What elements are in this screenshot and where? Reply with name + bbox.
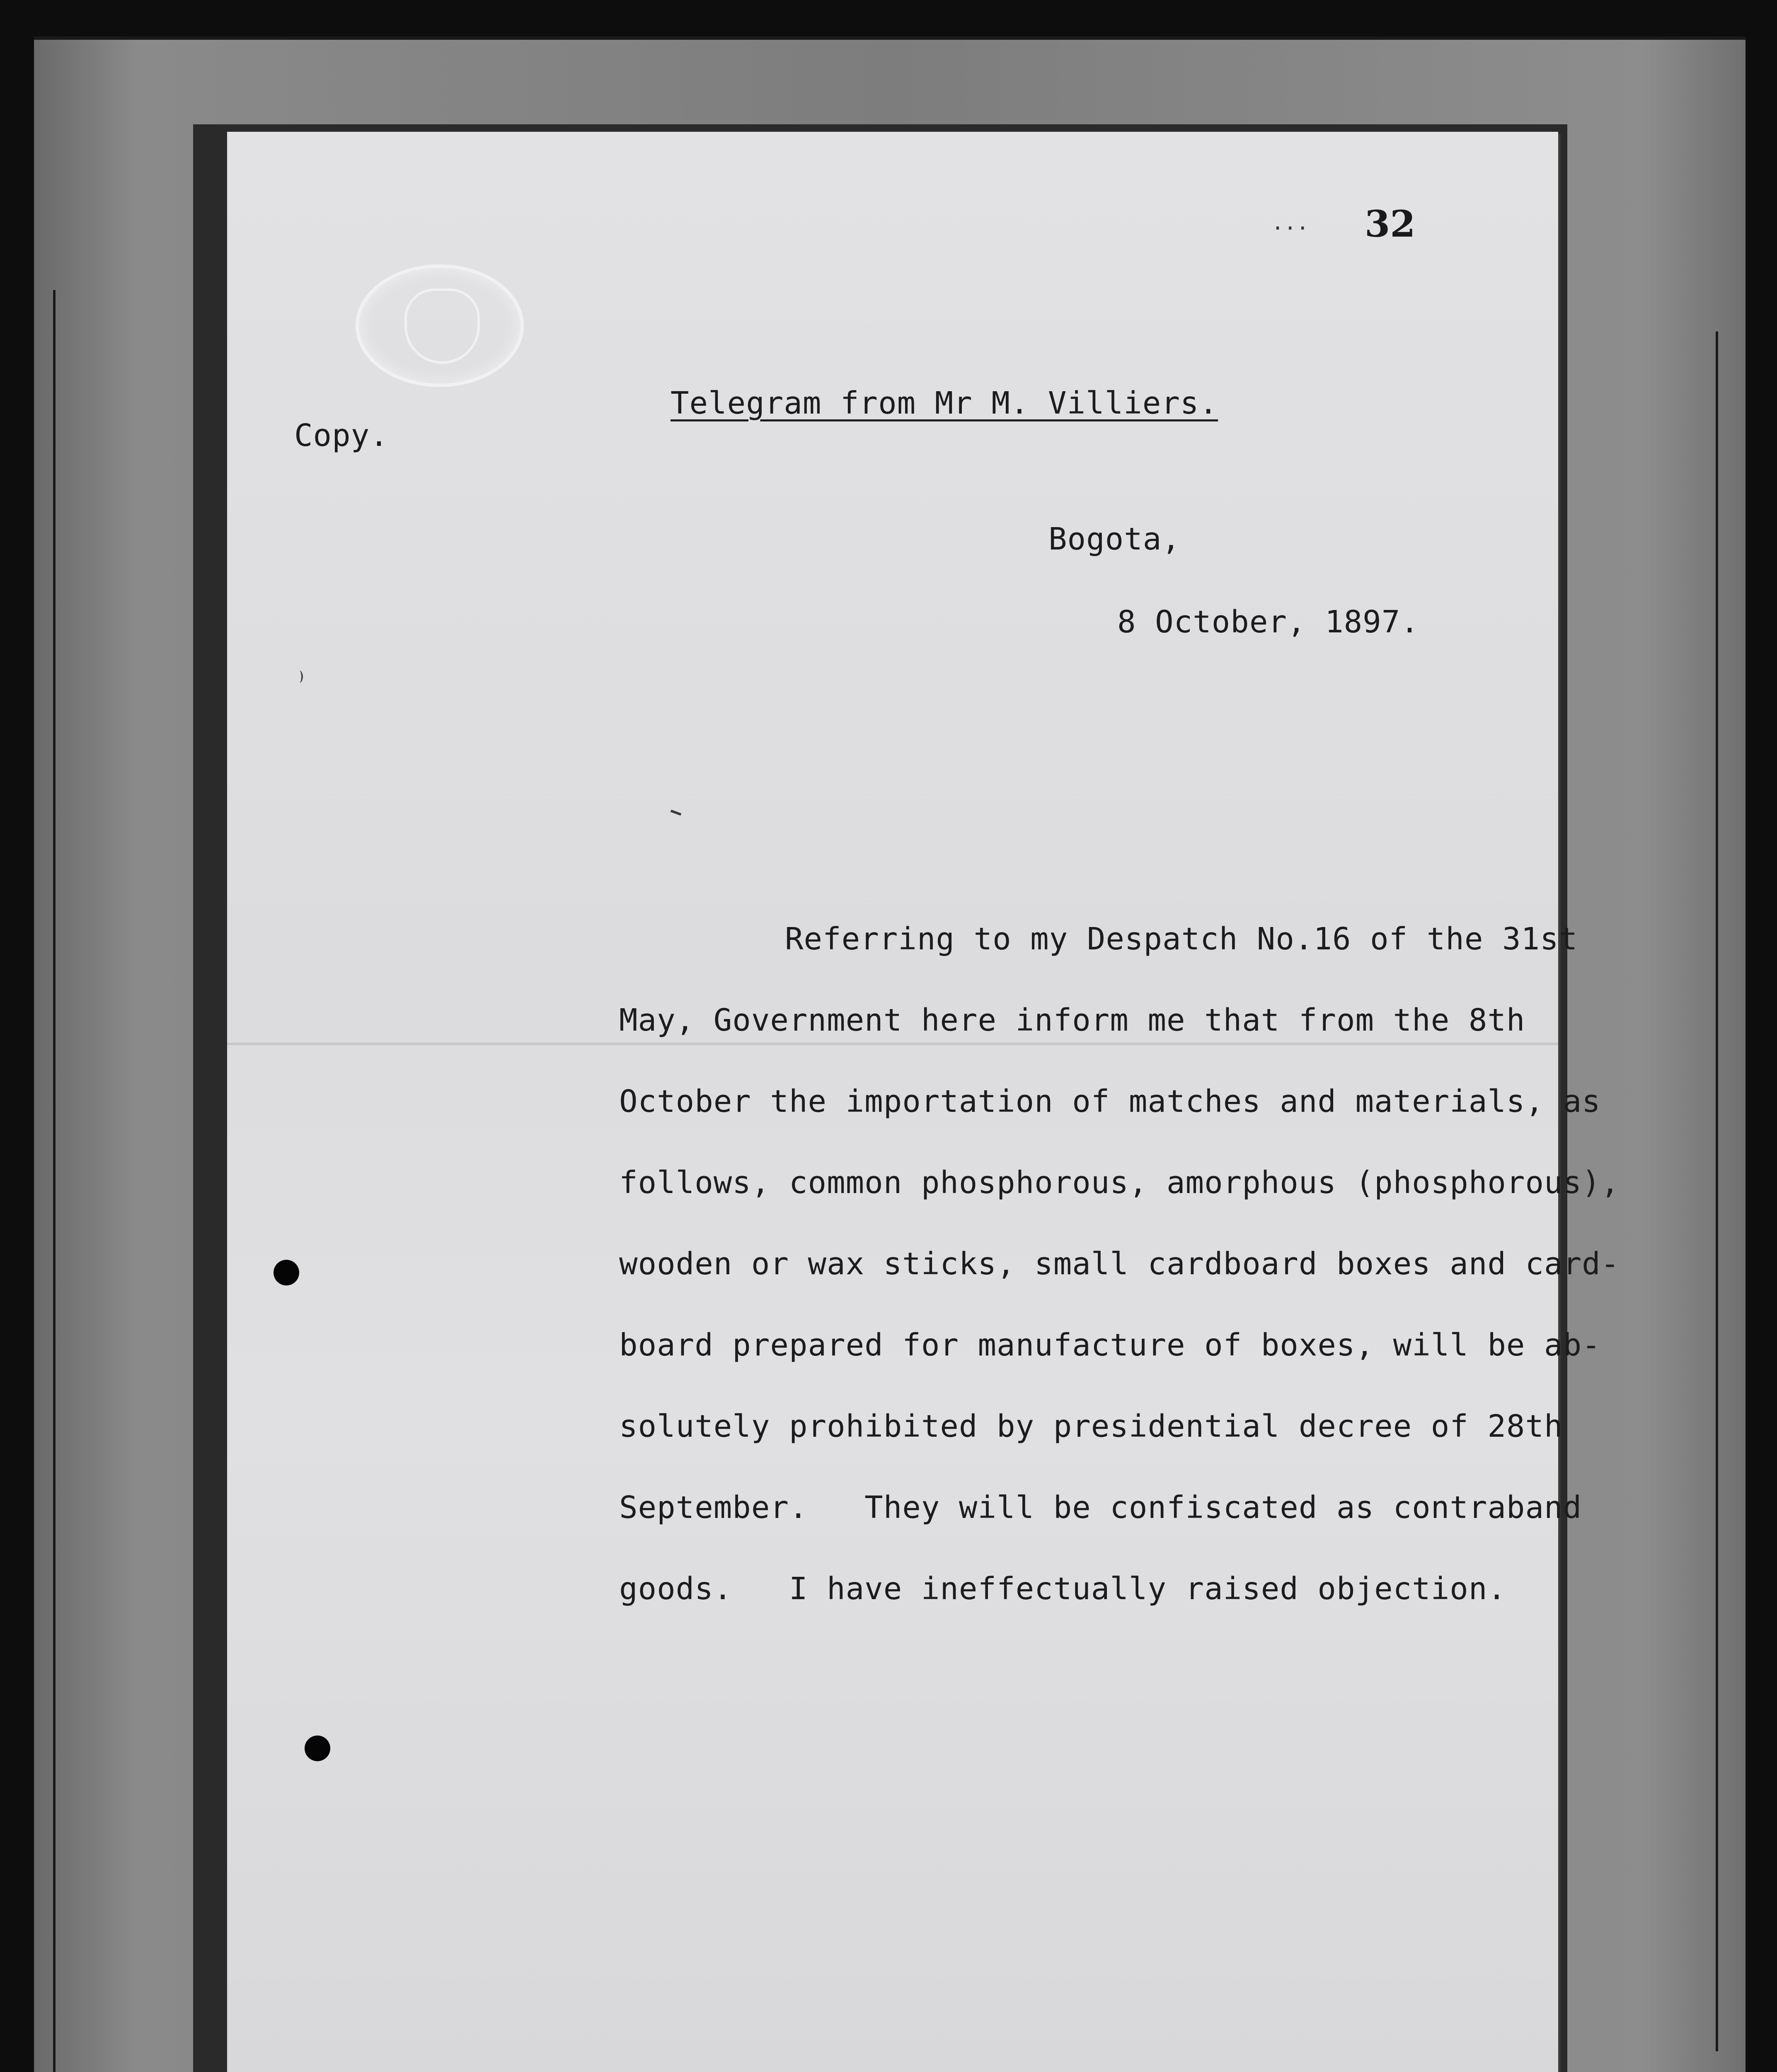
mount-right-rule: [1716, 332, 1718, 2051]
copy-label: Copy.: [294, 418, 389, 453]
body-line: wooden or wax sticks, small cardboard boxes and card-: [619, 1246, 1620, 1282]
body-line: follows, common phosphorous, amorphous (phosphorous),: [619, 1165, 1620, 1201]
body-line: solutely prohibited by presidential decree of 28th: [619, 1409, 1563, 1444]
body-line: May, Government here inform me that from the 8th: [619, 1002, 1525, 1038]
punch-hole-icon: [305, 1736, 330, 1761]
mount-left-rule: [53, 290, 56, 2072]
page-marks: ...: [1271, 211, 1309, 235]
body-line: Referring to my Despatch No.16 of the 31st: [785, 921, 1578, 957]
stray-mark: [295, 670, 303, 683]
date-line: 8 October, 1897.: [1117, 604, 1419, 640]
stray-mark: [671, 810, 681, 816]
place-line: Bogota,: [1048, 521, 1181, 557]
page-number: 32: [1365, 202, 1416, 245]
document-title: Telegram from Mr M. Villiers.: [671, 385, 1218, 421]
body-line: September. They will be confiscated as contraband: [619, 1490, 1582, 1525]
punch-hole-icon: [274, 1260, 299, 1285]
body-line: board prepared for manufacture of boxes, will be ab-: [619, 1327, 1601, 1363]
body-line: October the importation of matches and materials, as: [619, 1084, 1601, 1119]
telegram-body: [619, 898, 1620, 1629]
typed-page: [227, 132, 1620, 2072]
embossed-seal-icon: [356, 264, 524, 387]
mount-top-rule: [34, 36, 1746, 40]
body-line: goods. I have ineffectually raised objection.: [619, 1571, 1506, 1607]
